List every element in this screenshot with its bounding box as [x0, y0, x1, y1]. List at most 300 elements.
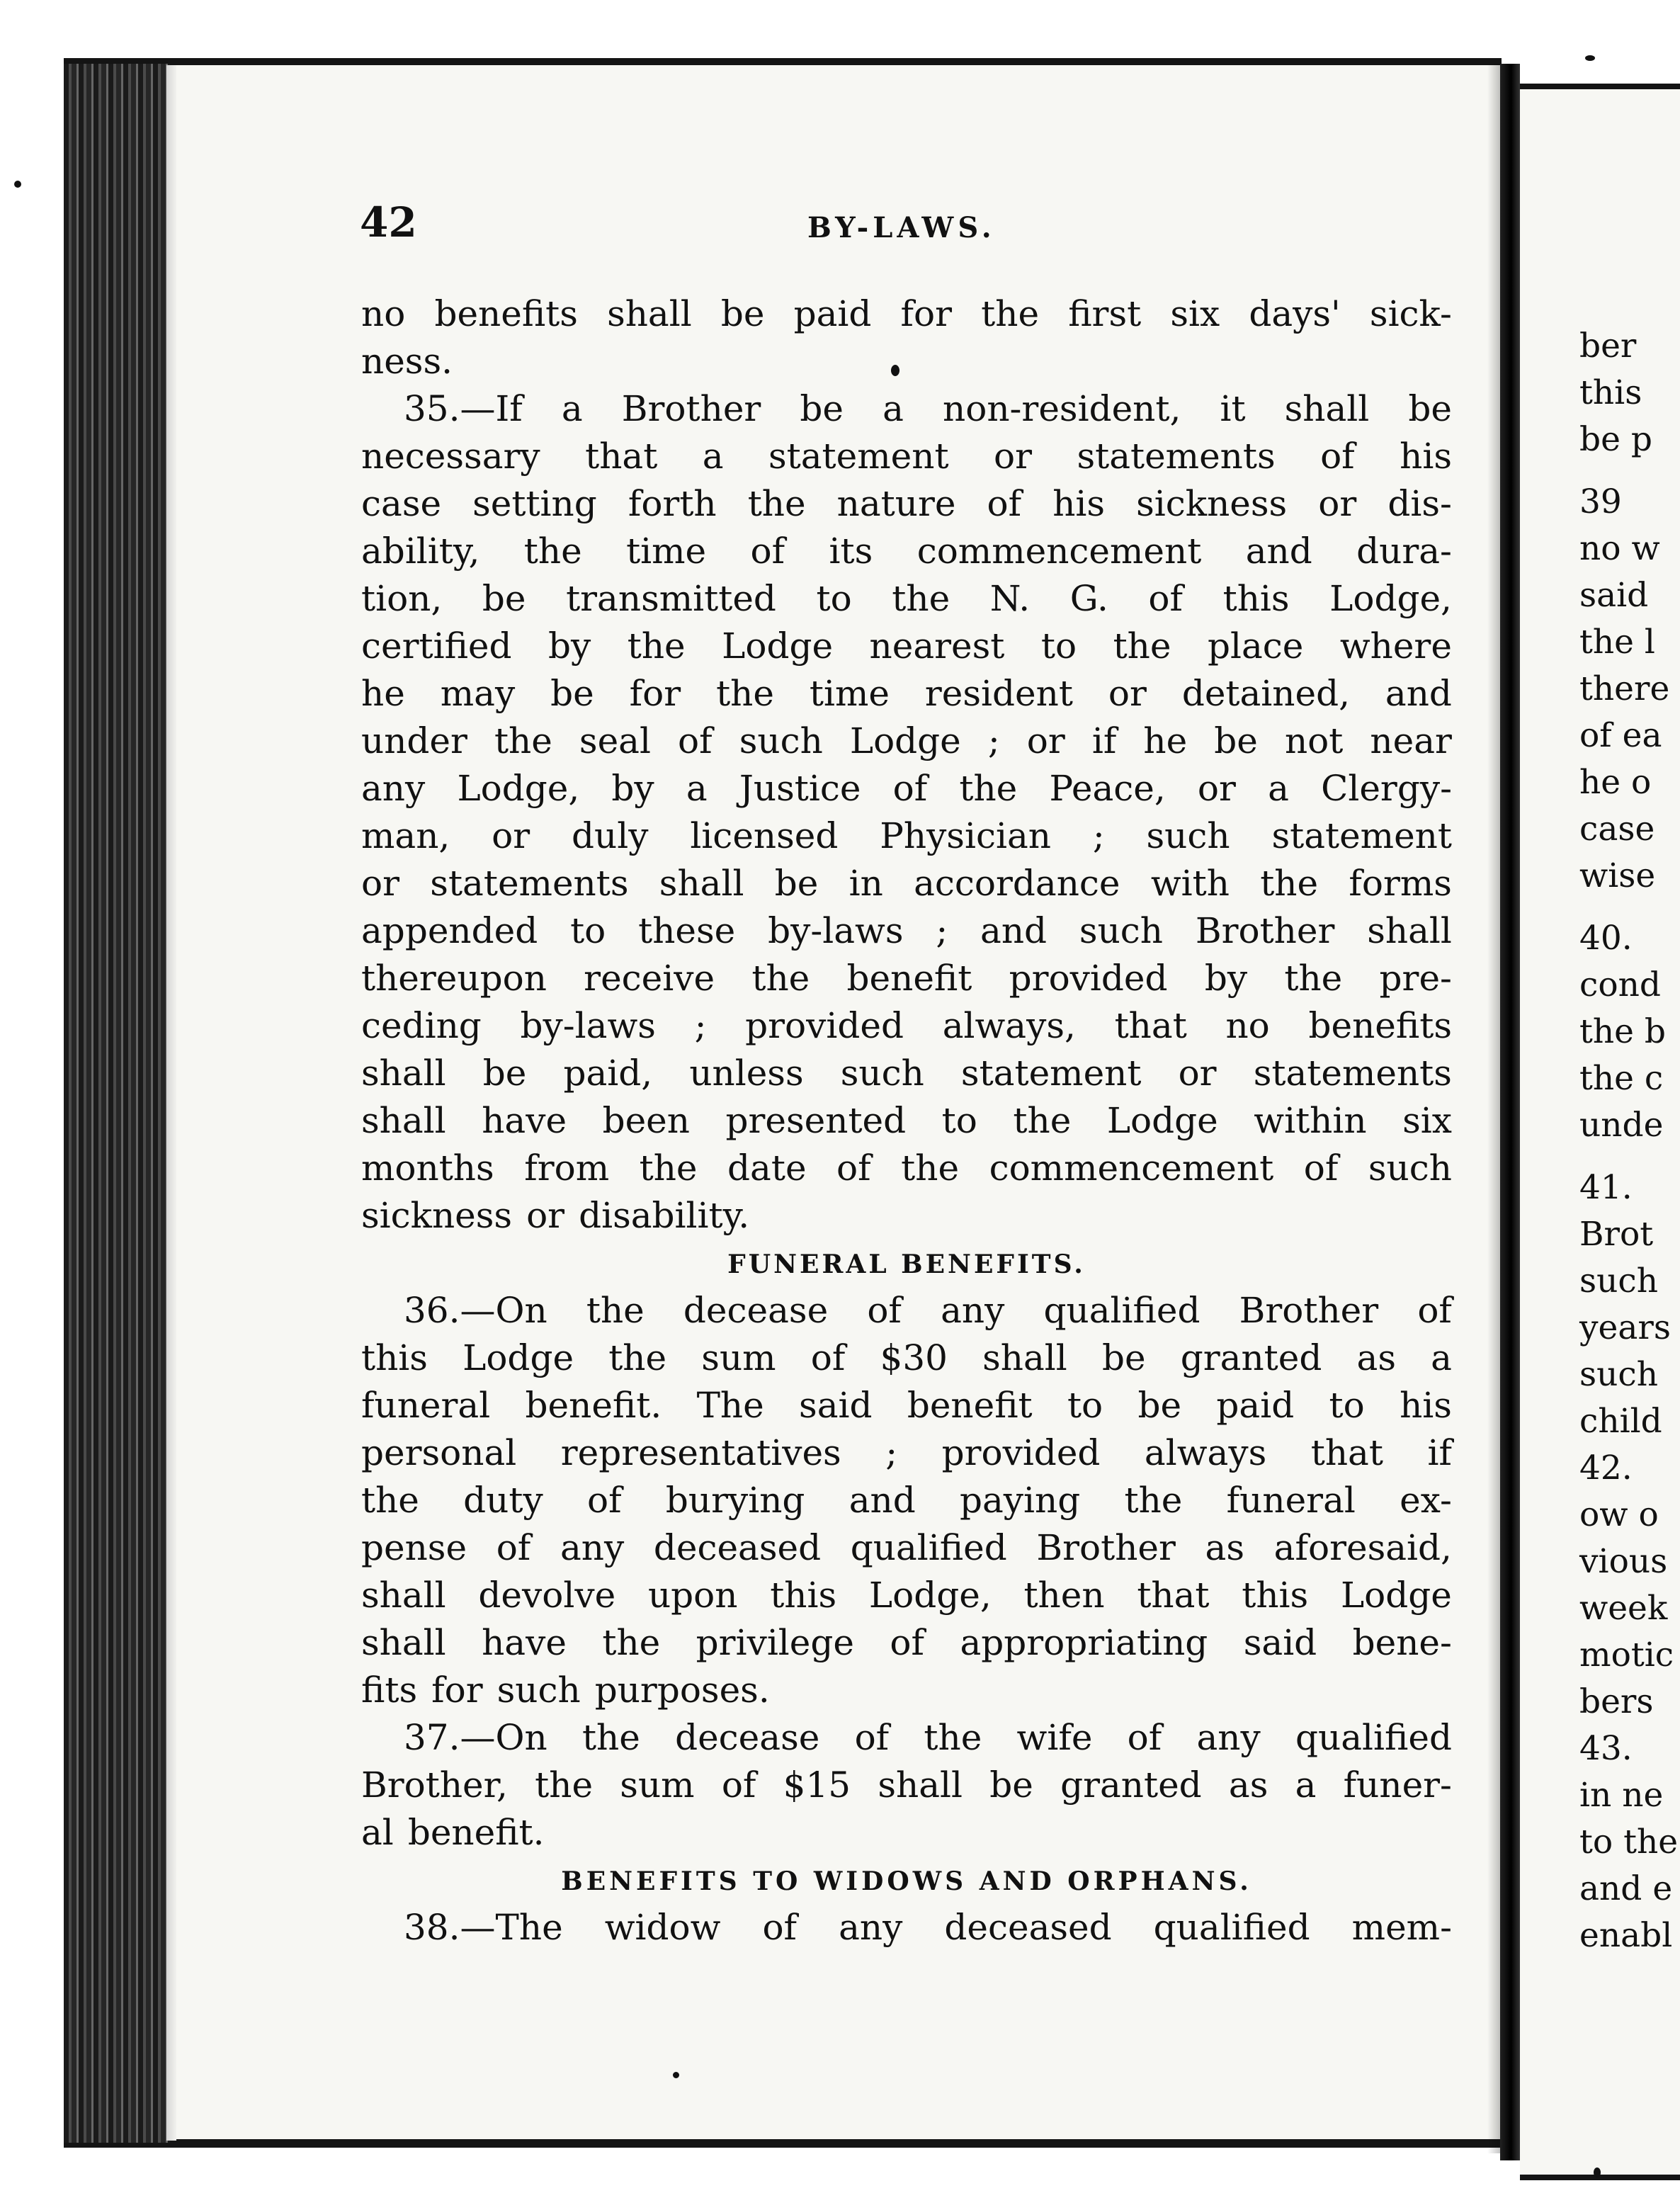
dust-speck [673, 2072, 679, 2078]
word: be [1101, 1337, 1146, 1378]
word: sum [701, 1337, 776, 1378]
right-page-fragment: Brot [1579, 1215, 1654, 1254]
word: ; [1092, 815, 1105, 856]
text-line [361, 1429, 1452, 1477]
word: always, [942, 1005, 1076, 1046]
word: or [993, 436, 1032, 477]
word: or [1318, 483, 1357, 524]
text-line [361, 290, 1452, 338]
word: appropriating [960, 1622, 1208, 1663]
word: in [848, 863, 883, 904]
word: case [361, 483, 442, 524]
right-page-fragment: he o [1579, 763, 1652, 802]
text-line [361, 480, 1452, 528]
right-page-fragment: motic [1579, 1636, 1674, 1674]
word: sickness [361, 1195, 513, 1236]
word: been [602, 1100, 690, 1141]
word: be [482, 578, 526, 619]
word: $15 [783, 1764, 851, 1806]
word: thereupon [361, 958, 547, 999]
word: resident [924, 673, 1073, 714]
word: the [586, 1290, 645, 1331]
word: to [1040, 625, 1077, 667]
right-page-fragment [1579, 463, 1678, 479]
text-line [361, 1097, 1452, 1145]
word: near [1370, 720, 1452, 761]
text-line [361, 1904, 1452, 1951]
text-line [361, 1192, 1452, 1240]
word: Justice [739, 768, 861, 809]
word: of [1417, 1290, 1452, 1331]
dust-speck [14, 181, 21, 188]
text-line [361, 1334, 1452, 1382]
text-line [361, 1714, 1452, 1762]
word: or [526, 1195, 565, 1236]
word: of [678, 720, 713, 761]
text-line [361, 812, 1452, 860]
word: of [1127, 1717, 1162, 1758]
word: of [496, 1527, 531, 1568]
right-page-fragment: vious [1579, 1542, 1668, 1581]
word: have [482, 1622, 567, 1663]
word: privilege [696, 1622, 854, 1663]
word: time [809, 673, 890, 714]
word: deceased [653, 1527, 822, 1568]
word: setting [472, 483, 597, 524]
word: aforesaid, [1273, 1527, 1452, 1568]
text-line [361, 338, 1452, 385]
book-gutter [1500, 64, 1520, 2160]
word: if [1427, 1432, 1452, 1473]
word: benefit [907, 1385, 1033, 1426]
word: shall [659, 863, 744, 904]
word: under [361, 720, 467, 761]
word: 38.—The [404, 1907, 563, 1948]
text-line [361, 1667, 1452, 1714]
word: be [774, 863, 819, 904]
word: al [361, 1812, 394, 1853]
right-page-fragment: case [1579, 810, 1655, 849]
word: shall [982, 1337, 1067, 1378]
word: shall [361, 1575, 446, 1616]
word: paid [793, 293, 872, 334]
word: by-laws [520, 1005, 656, 1046]
word: appended [361, 910, 538, 951]
word: a [1268, 768, 1289, 809]
text-line [361, 718, 1452, 765]
word: qualified [1153, 1907, 1310, 1948]
word: Lodge [462, 1337, 574, 1378]
word: qualified [850, 1527, 1007, 1568]
word: his [1400, 436, 1452, 477]
word: man, [361, 815, 450, 856]
word: of [721, 1764, 756, 1806]
right-page-fragment [1579, 1149, 1678, 1164]
word: no [361, 293, 406, 334]
word: such [1079, 910, 1163, 951]
word: the [639, 1148, 698, 1189]
word: of [810, 1337, 846, 1378]
word: such [496, 1670, 581, 1711]
word: or [1197, 768, 1236, 809]
text-line [361, 670, 1452, 718]
right-page-fragment: the c [1579, 1059, 1664, 1098]
word: the [716, 673, 774, 714]
dust-speck [891, 365, 899, 376]
word: sum [620, 1764, 695, 1806]
word: not [1284, 720, 1344, 761]
word: of [1320, 436, 1355, 477]
word: as [1228, 1764, 1268, 1806]
word: of [586, 1480, 622, 1521]
word: representatives [560, 1432, 841, 1473]
word: the [361, 1480, 419, 1521]
right-page-fragment: cond [1579, 965, 1661, 1004]
word: personal [361, 1432, 517, 1473]
right-page-fragment: and e [1579, 1869, 1673, 1908]
word: Lodge, [868, 1575, 992, 1616]
right-page-fragment: bers [1579, 1682, 1654, 1721]
word: shall [361, 1622, 446, 1663]
word: pense [361, 1527, 467, 1568]
word: by-laws [768, 910, 904, 951]
word: any [361, 768, 426, 809]
word: statement [1271, 815, 1452, 856]
word: of [1303, 1148, 1339, 1189]
word: he [361, 673, 405, 714]
word: its [829, 531, 873, 572]
word: from [524, 1148, 610, 1189]
text-line [361, 765, 1452, 812]
word: ; [936, 910, 948, 951]
word: be [482, 1053, 527, 1094]
text-line [361, 1762, 1452, 1809]
word: licensed [690, 815, 839, 856]
text-line [361, 385, 1452, 433]
right-page-fragment [1579, 900, 1678, 915]
word: time [626, 531, 707, 572]
word: transmitted [566, 578, 776, 619]
word: qualified [1295, 1717, 1452, 1758]
right-page-fragment: ber [1579, 327, 1637, 366]
word: provided [745, 1005, 904, 1046]
word: Lodge [1340, 1575, 1452, 1616]
right-page-fragment: 39 [1579, 482, 1622, 521]
word: unless [689, 1053, 804, 1094]
word: decease [675, 1717, 820, 1758]
word: granted [1060, 1764, 1202, 1806]
word: of [762, 1907, 798, 1948]
word: necessary [361, 436, 540, 477]
word: his [1400, 1385, 1452, 1426]
word: the [494, 720, 552, 761]
word: be [1137, 1385, 1182, 1426]
word: and [980, 910, 1048, 951]
word: first [1068, 293, 1142, 334]
section-heading: FUNERAL BENEFITS. [727, 1250, 1086, 1279]
text-line [361, 907, 1452, 955]
word: the [627, 625, 686, 667]
right-page-fragment: enabl [1579, 1916, 1673, 1955]
right-page-fragment: ow o [1579, 1495, 1659, 1534]
word: place [1207, 625, 1304, 667]
word: statements [1253, 1053, 1452, 1094]
word: commencement [989, 1148, 1274, 1189]
word: Lodge [849, 720, 961, 761]
right-page-fragment: the l [1579, 623, 1655, 662]
word: shall [1367, 910, 1452, 951]
word: said [1243, 1622, 1317, 1663]
word: statements [430, 863, 629, 904]
word: as [1205, 1527, 1245, 1568]
text-line [361, 433, 1452, 480]
right-page-fragment: such [1579, 1355, 1658, 1394]
word: that [1114, 1005, 1187, 1046]
page-number: 42 [360, 198, 417, 246]
word: for [629, 673, 681, 714]
word: Peace, [1049, 768, 1166, 809]
word: accordance [914, 863, 1120, 904]
right-page [1520, 84, 1680, 2180]
word: his [1052, 483, 1106, 524]
word: shall [1284, 388, 1370, 429]
word: for [431, 1670, 483, 1711]
word: Physician [880, 815, 1051, 856]
dust-speck [1594, 2168, 1601, 2177]
body-text [361, 290, 1452, 1951]
word: N. [989, 578, 1031, 619]
word: the [602, 1622, 661, 1663]
text-line [361, 1524, 1452, 1572]
word: Brother, [361, 1764, 508, 1806]
text-line [361, 1619, 1452, 1667]
word: be [1214, 720, 1258, 761]
word: the [535, 1764, 594, 1806]
right-page-fragment: 42. [1579, 1449, 1633, 1488]
word: of [892, 768, 928, 809]
word: by [611, 768, 654, 809]
word: for [900, 293, 953, 334]
word: that [1310, 1432, 1383, 1473]
word: this [1242, 1575, 1309, 1616]
word: with [1150, 863, 1230, 904]
word: the [751, 958, 810, 999]
word: to [816, 578, 852, 619]
word: Brother [621, 388, 761, 429]
word: ex- [1400, 1480, 1452, 1521]
word: ceding [361, 1005, 482, 1046]
text-line [361, 955, 1452, 1002]
right-page-fragment: this [1579, 373, 1642, 412]
word: this [361, 1337, 428, 1378]
text-line [361, 860, 1452, 907]
text-line [361, 1382, 1452, 1429]
word: shall [361, 1053, 446, 1094]
word: paid, [563, 1053, 653, 1094]
word: the [608, 1337, 667, 1378]
text-line [361, 528, 1452, 575]
text-line [361, 623, 1452, 670]
word: devolve [478, 1575, 616, 1616]
word: shall [361, 1100, 446, 1141]
text-line [361, 1002, 1452, 1050]
word: within [1254, 1100, 1367, 1141]
word: the [959, 768, 1018, 809]
word: this [1222, 578, 1290, 619]
word: and [848, 1480, 916, 1521]
word: date [727, 1148, 807, 1189]
word: decease [683, 1290, 829, 1331]
right-page-fragment: 43. [1579, 1729, 1633, 1768]
word: funeral [361, 1385, 491, 1426]
word: pre- [1379, 958, 1452, 999]
word: paying [959, 1480, 1081, 1521]
word: provided [1009, 958, 1168, 999]
word: benefits [1308, 1005, 1452, 1046]
word: of [867, 1290, 902, 1331]
word: or [1026, 720, 1065, 761]
word: the [523, 531, 582, 572]
word: nearest [869, 625, 1005, 667]
word: a [686, 768, 708, 809]
word: Clergy- [1321, 768, 1452, 809]
word: such [739, 720, 823, 761]
word: 36.—On [404, 1290, 547, 1331]
word: sick- [1369, 293, 1452, 334]
word: mem- [1351, 1907, 1452, 1948]
word: any [941, 1290, 1005, 1331]
word: upon [647, 1575, 738, 1616]
word: where [1339, 625, 1452, 667]
dust-speck [1585, 55, 1595, 61]
word: said [799, 1385, 873, 1426]
word: Brother [1195, 910, 1335, 951]
word: qualified [1043, 1290, 1201, 1331]
text-line [361, 1572, 1452, 1619]
word: benefit [846, 958, 972, 999]
word: be [989, 1764, 1033, 1806]
word: non-resident, [943, 388, 1181, 429]
word: the [901, 1148, 960, 1189]
word: or [492, 815, 530, 856]
word: of [750, 531, 785, 572]
section-heading: BENEFITS TO WIDOWS AND ORPHANS. [561, 1866, 1252, 1896]
word: Lodge, [457, 768, 580, 809]
word: wife [1016, 1717, 1093, 1758]
word: and [1245, 531, 1312, 572]
word: a [702, 436, 724, 477]
word: tion, [361, 578, 443, 619]
right-page-text [1579, 323, 1678, 1959]
word: dura- [1356, 531, 1452, 572]
word: disability. [579, 1195, 750, 1236]
word: the [1284, 958, 1343, 999]
right-page-fragment: years [1579, 1308, 1671, 1347]
word: paid [1216, 1385, 1295, 1426]
word: the [981, 293, 1040, 334]
word: benefit. [525, 1385, 662, 1426]
right-page-fragment: wise [1579, 856, 1656, 895]
word: then [1023, 1575, 1105, 1616]
text-line [361, 1477, 1452, 1524]
word: burying [665, 1480, 805, 1521]
word: benefit. [407, 1812, 545, 1853]
gutter-shadow [1487, 64, 1502, 2153]
word: always [1144, 1432, 1267, 1473]
word: he [1143, 720, 1188, 761]
word: or [1178, 1053, 1217, 1094]
word: six [1402, 1100, 1452, 1141]
word: months [361, 1148, 494, 1189]
word: dis- [1387, 483, 1452, 524]
word: purposes. [594, 1670, 770, 1711]
right-page-fragment: no w [1579, 529, 1660, 568]
right-page-fragment: to the [1579, 1823, 1679, 1862]
word: days' [1249, 293, 1341, 334]
word: of [890, 1622, 925, 1663]
word: a [561, 388, 583, 429]
word: be [720, 293, 765, 334]
word: no [1225, 1005, 1270, 1046]
word: sickness [1136, 483, 1288, 524]
word: such [840, 1053, 924, 1094]
right-page-fragment: in ne [1579, 1776, 1664, 1815]
word: a [1431, 1337, 1452, 1378]
word: Lodge, [1329, 578, 1452, 619]
word: or [361, 863, 400, 904]
running-head: BY-LAWS. [807, 211, 996, 244]
word: these [638, 910, 736, 951]
word: shall [607, 293, 692, 334]
word: be [800, 388, 844, 429]
word: Lodge [1106, 1100, 1218, 1141]
word: presented [725, 1100, 907, 1141]
right-page-fragment: the b [1579, 1012, 1666, 1051]
word: provided [941, 1432, 1101, 1473]
word: that [585, 436, 658, 477]
right-page-fragment: 40. [1579, 919, 1633, 958]
word: deceased [944, 1907, 1112, 1948]
word: this [770, 1575, 837, 1616]
word: receive [584, 958, 715, 999]
word: the [1124, 1480, 1183, 1521]
right-page-fragment: there [1579, 669, 1670, 708]
word: Brother [1239, 1290, 1379, 1331]
right-page-fragment: week [1579, 1589, 1668, 1628]
word: forms [1349, 863, 1452, 904]
word: by [1204, 958, 1248, 999]
word: as [1356, 1337, 1396, 1378]
word: forth [628, 483, 717, 524]
word: and [1385, 673, 1452, 714]
word: the [1113, 625, 1171, 667]
word: 35.—If [404, 388, 523, 429]
word: be [1408, 388, 1452, 429]
word: funeral [1226, 1480, 1356, 1521]
text-line [361, 1287, 1452, 1334]
right-page-fragment: of ea [1579, 716, 1662, 755]
word: any [560, 1527, 625, 1568]
word: ability, [361, 531, 480, 572]
word: duly [572, 815, 649, 856]
word: granted [1180, 1337, 1322, 1378]
word: $30 [880, 1337, 948, 1378]
word: by [548, 625, 591, 667]
word: statement [768, 436, 949, 477]
word: the [1260, 863, 1319, 904]
word: ; [885, 1432, 898, 1473]
word: ; [694, 1005, 707, 1046]
